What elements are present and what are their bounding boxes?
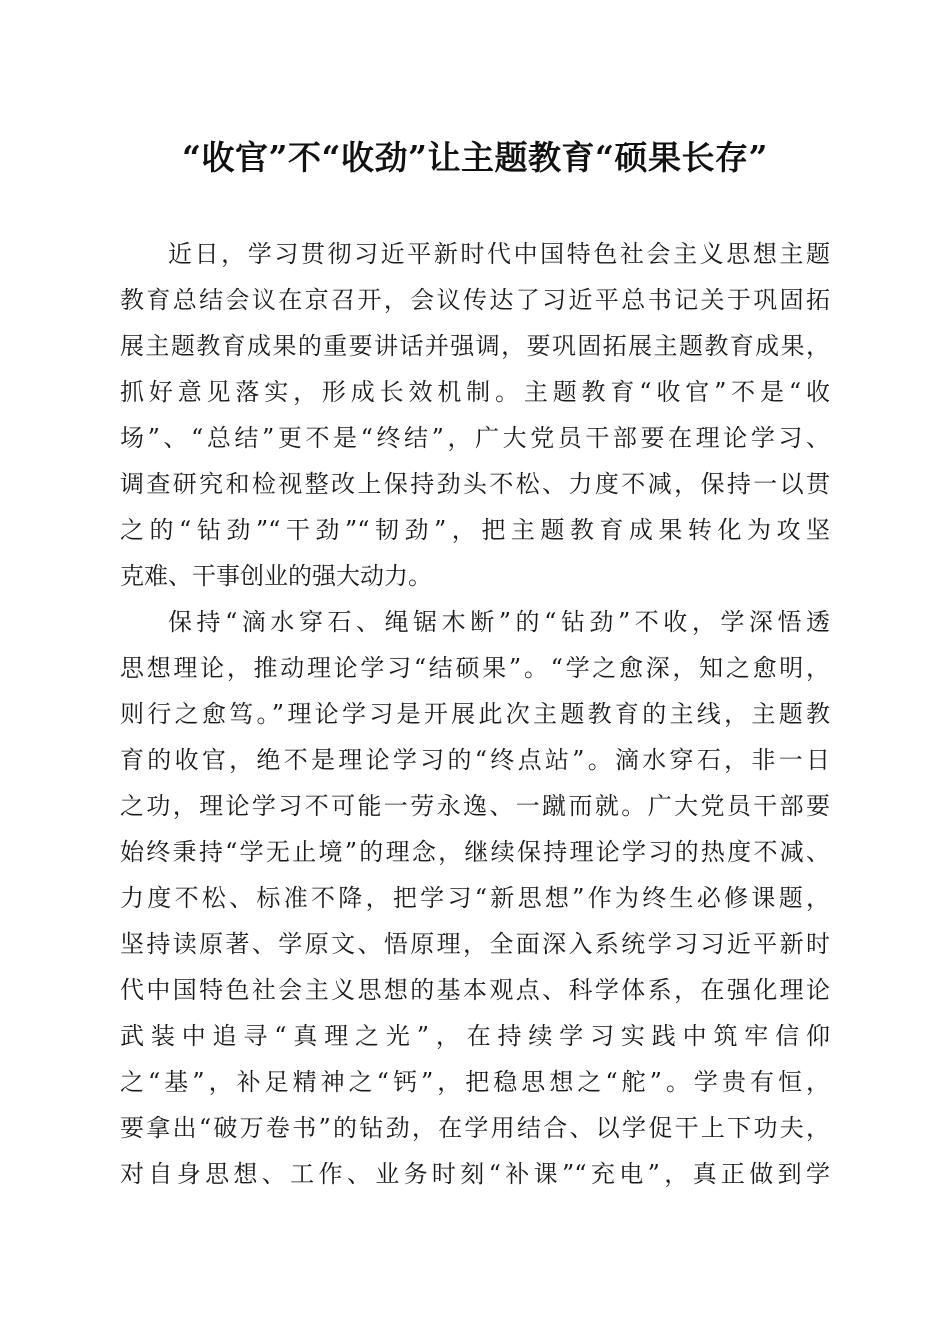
text-line: 对自身思想、工作、业务时刻“补课”“充电”，真正做到学 — [120, 1160, 830, 1188]
text-line: 展主题教育成果的重要讲话并强调，要巩固拓展主题教育成果， — [120, 332, 830, 360]
text-line: 坚持读原著、学原文、悟原理，全面深入系统学习习近平新时 — [120, 930, 830, 958]
text-line: 场”、“总结”更不是“终结”，广大党员干部要在理论学习、 — [120, 424, 830, 452]
text-line: 克难、干事创业的强大动力。 — [120, 562, 432, 590]
text-line: 之功，理论学习不可能一劳永逸、一蹴而就。广大党员干部要 — [120, 792, 830, 820]
paragraph-2 — [120, 599, 830, 1197]
text-line: 要拿出“破万卷书”的钻劲，在学用结合、以学促干上下功夫， — [120, 1114, 830, 1142]
text-line: 力度不松、标准不降，把学习“新思想”作为终生必修课题， — [120, 884, 830, 912]
paragraph-1 — [120, 231, 830, 599]
document-body — [120, 231, 830, 1197]
text-line: 思想理论，推动理论学习“结硕果”。“学之愈深，知之愈明， — [120, 654, 830, 682]
text-line: 代中国特色社会主义思想的基本观点、科学体系，在强化理论 — [120, 976, 830, 1004]
text-line: 始终秉持“学无止境”的理念，继续保持理论学习的热度不减、 — [120, 838, 830, 866]
text-line: 保持“滴水穿石、绳锯木断”的“钻劲”不收，学深悟透 — [168, 608, 830, 636]
text-line: 抓好意见落实，形成长效机制。主题教育“收官”不是“收 — [120, 378, 830, 406]
text-line: 近日，学习贯彻习近平新时代中国特色社会主义思想主题 — [168, 240, 830, 268]
text-line: 调查研究和检视整改上保持劲头不松、力度不减，保持一以贯 — [120, 470, 830, 498]
text-line: 育的收官，绝不是理论学习的“终点站”。滴水穿石，非一日 — [120, 746, 830, 774]
text-line: 之“基”，补足精神之“钙”，把稳思想之“舵”。学贵有恒， — [120, 1068, 830, 1096]
text-line: 教育总结会议在京召开，会议传达了习近平总书记关于巩固拓 — [120, 286, 830, 314]
text-line: 则行之愈笃。”理论学习是开展此次主题教育的主线，主题教 — [120, 700, 830, 728]
text-line: 之的“钻劲”“干劲”“韧劲”，把主题教育成果转化为攻坚 — [120, 516, 830, 544]
text-line: 武装中追寻“真理之光”，在持续学习实践中筑牢信仰 — [120, 1022, 830, 1050]
document-title: “收官”不“收劲”让主题教育“硕果长存” — [182, 138, 768, 177]
